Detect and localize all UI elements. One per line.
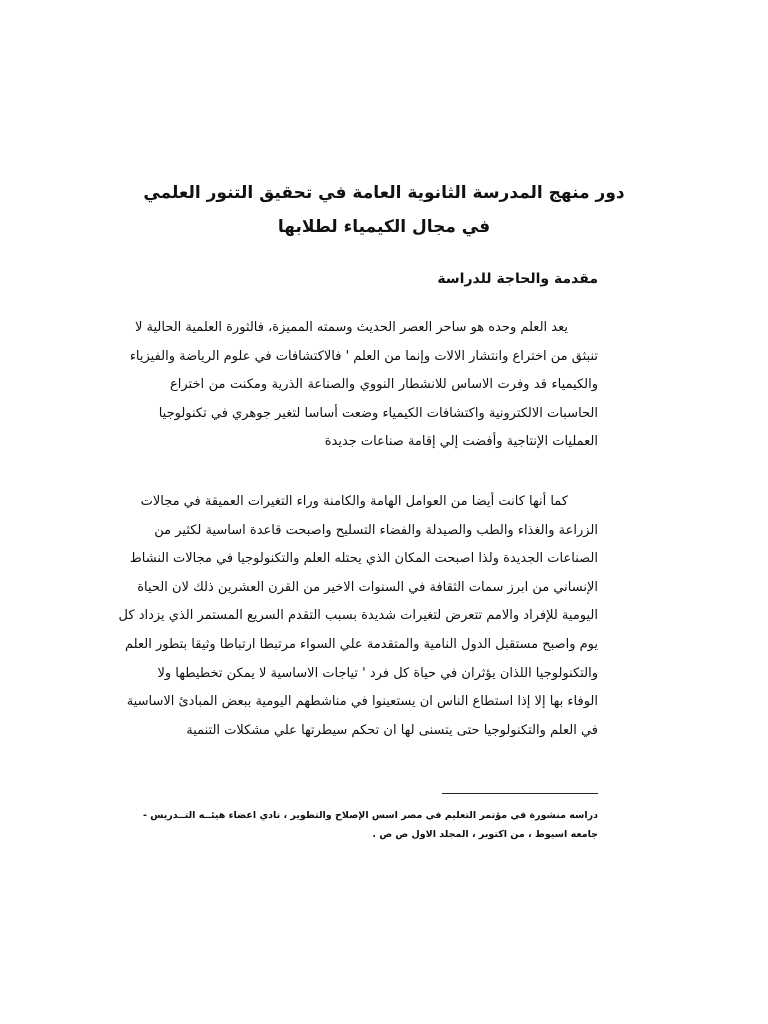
paragraph-line: الحاسبات الالكترونية واكتشافات الكيمياء وضعت أساسا لتغير جوهري في تكنولوجيا: [158, 405, 598, 421]
paragraph-line: والكيمياء قد وفرت الاساس للانشطار النووي والصناعة الذرية ومكنت من اختراع: [170, 377, 598, 393]
title-line-2: في مجال الكيمياء لطلابها: [277, 217, 491, 237]
paragraph-line: يوم واصبح مستقبل الدول النامية والمتقدمة علي السواء مرتبطا ارتباطا وثيقا بتطور العلم: [125, 636, 598, 652]
paragraph-2: [118, 488, 598, 745]
paragraph-line: في العلم والتكنولوجيا حتى يتسنى لها ان تحكم سيطرتها علي مشكلات التنمية: [186, 722, 598, 738]
footnote: [143, 806, 598, 844]
footnote-line-1: دراسه منشورة في مؤتمر التعليم في مصر اسس الإصلاح والتطوير ، نادي اعضاء هيئــه التــدريس -: [143, 810, 598, 821]
paragraph-line: كما أنها كانت أيضا من العوامل الهامة والكامنة وراء التغيرات العميقة في مجالات: [140, 494, 568, 509]
paragraph-line: يعد العلم وحده هو ساحر العصر الحديث وسمته المميزة، فالثورة العلمية الحالية لا: [134, 320, 568, 335]
footnote-divider: [442, 793, 598, 794]
footnote-line-2: جامعه اسيوط ، من اكتوبر ، المجلد الاول ص ص .: [372, 829, 598, 840]
paragraph-1: [129, 314, 598, 457]
paragraph-line: تنبثق من اختراع وانتشار الالات وإنما من العلم ' فالاكتشافات في علوم الرياضة والفيزياء: [129, 348, 598, 364]
paragraph-line: الزراعة والغذاء والطب والصيدلة والفضاء التسليح واصبحت قاعدة اساسية لكثير من: [154, 522, 598, 538]
paragraph-line: العمليات الإنتاجية وأفضت إلي إقامة صناعات جديدة: [324, 434, 598, 450]
document-title: [100, 176, 668, 244]
section-heading: مقدمة والحاجة للدراسة: [437, 271, 598, 287]
title-line-1: دور منهج المدرسة الثانوية العامة في تحقيق التنور العلمي: [143, 183, 625, 203]
paragraph-line: الإنساني من ابرز سمات الثقافة في السنوات الاخير من القرن العشرين ذلك لان الحياة: [137, 579, 598, 595]
paragraph-line: اليومية للإفراد والامم تتعرض لتغيرات شديدة بسبب التقدم السريع المستمر الذي يزداد كل: [118, 608, 598, 624]
paragraph-line: والتكنولوجيا اللذان يؤثران في حياة كل فرد ' تياجات الاساسية لا يمكن تخطيطها ولا: [157, 665, 598, 681]
paragraph-line: الوفاء بها إلا إذا استطاع الناس ان يستعينوا في مناشطهم اليومية ببعض المبادئ الاساسية: [126, 694, 598, 710]
paragraph-line: الصناعات الجديدة ولذا اصبحت المكان الذي يحتله العلم والتكنولوجيا في مجالات النشاط: [129, 551, 598, 567]
